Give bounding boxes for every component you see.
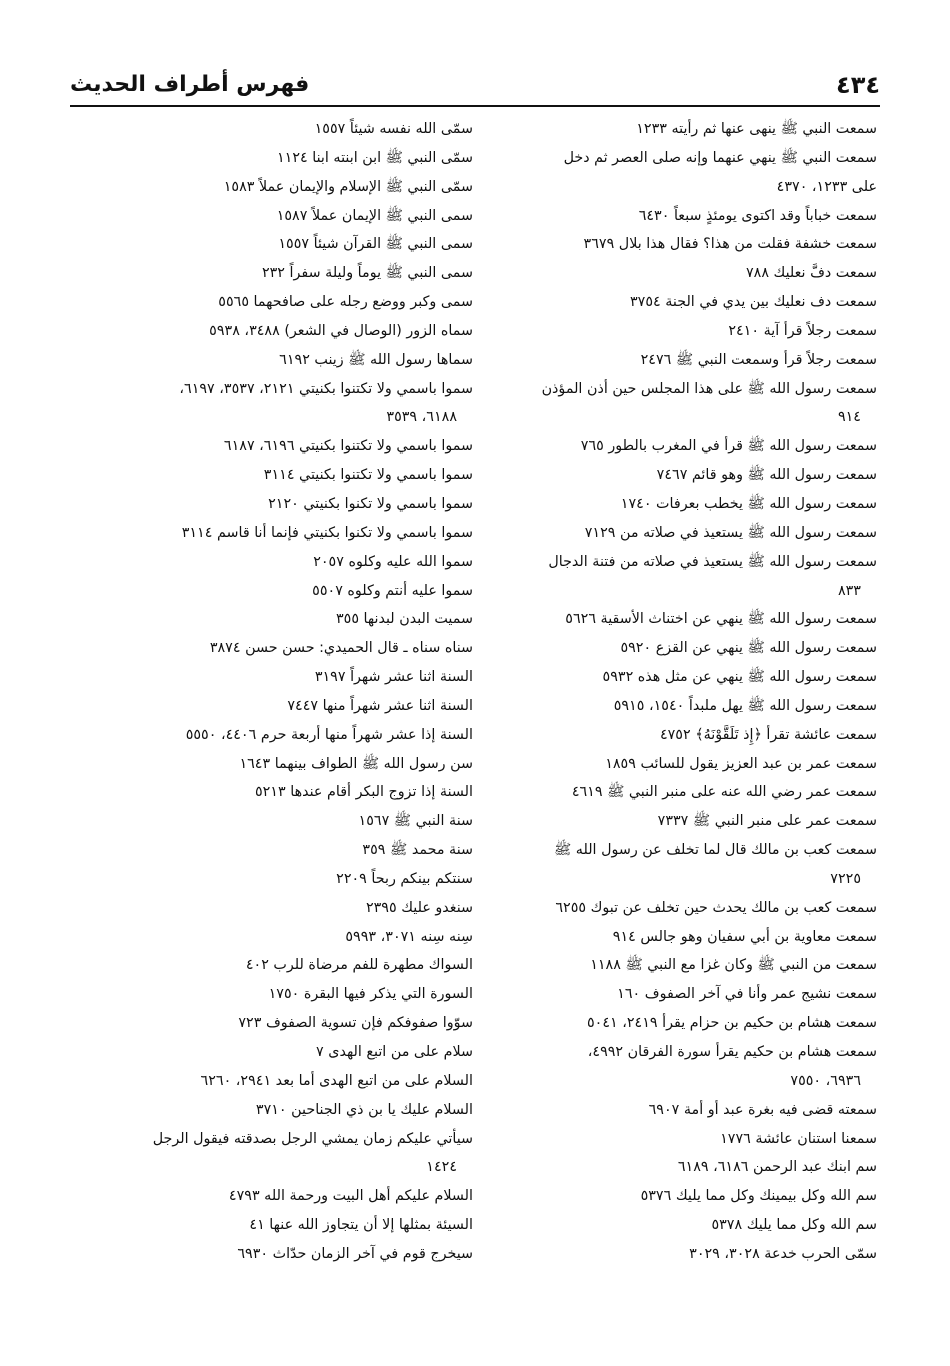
index-entry: ٧٢٢٥ [830, 870, 861, 887]
index-entry: ٩١٤ [837, 409, 861, 426]
index-entry: سمعته قضى فيه بغرة عبد أو أمة ٦٩٠٧ [648, 1101, 877, 1118]
index-entry: سمعت معاوية بن أبي سفيان وهو جالس ٩١٤ [612, 928, 877, 945]
index-entry: سمعت رسول الله ﷺ ينهي عن القزع ٥٩٢٠ [620, 640, 877, 657]
index-entry: سمعت رسول الله ﷺ وهو قائم ٧٤٦٧ [656, 467, 877, 484]
index-entry: سمعت نشيج عمر وأنا في آخر الصفوف ١٦٠ [617, 986, 877, 1003]
index-entry: السنة إذا عشر شهراً منها أربعة حرم ٤٤٠٦، ٥٥٥٠ [185, 726, 473, 743]
index-entry: سن رسول الله ﷺ الطواف بينهما ١٦٤٣ [239, 755, 473, 772]
index-entry: سموا باسمي ولا تكتنوا بكنيتي ٣١١٤ [263, 467, 473, 484]
page-number: ٤٣٤ [836, 71, 880, 99]
index-entry: سمعت خباباً وقد اكتوى يومئذٍ سبعاً ٦٤٣٠ [638, 207, 877, 224]
index-entry: سمعت رجلاً قرأ آية ٢٤١٠ [728, 322, 877, 339]
index-entry: ٦٩٣٦، ٧٥٥٠ [790, 1072, 861, 1089]
index-entry: سمعت كعب بن مالك يحدث حين تخلف عن تبوك ٦٢٥٥ [555, 899, 877, 916]
page-header [70, 56, 880, 104]
index-entry: سموا الله عليه وكلوه ٢٠٥٧ [313, 553, 473, 570]
index-entry: السورة التي يذكر فيها البقرة ١٧٥٠ [268, 986, 473, 1003]
index-entry: سمعنا استنان عائشة ١٧٧٦ [720, 1130, 877, 1147]
index-entry: سمعت رسول الله ﷺ يستعيذ في صلاته من فتنة الدجال [548, 553, 877, 570]
index-entry: سموا باسمي ولا تكتنوا بكنيتي ٢١٢١، ٣٥٣٧، ٦١٩٧، [179, 380, 473, 397]
index-entry: سمّى الله نفسه شيئاً ١٥٥٧ [314, 121, 473, 137]
index-entry: سمى النبي ﷺ القرآن شيئاً ١٥٥٧ [278, 236, 473, 253]
index-entry: ٨٣٣ [837, 582, 861, 599]
index-entry: سنغدو عليك ٢٣٩٥ [365, 899, 473, 916]
index-entry: سمعت رسول الله ﷺ يهل ملبداً ١٥٤٠، ٥٩١٥ [613, 697, 877, 714]
index-column-left [75, 115, 473, 1269]
index-entry: سمعت دف نعليك بين يدي في الجنة ٣٧٥٤ [629, 294, 877, 311]
index-entry: سمى النبي ﷺ الإيمان عملاً ١٥٨٧ [276, 207, 473, 224]
index-entry: السواك مطهرة للفم مرضاة للرب ٤٠٢ [245, 957, 473, 974]
index-entry: سيخرج قوم في آخر الزمان حدّاث ٦٩٣٠ [237, 1245, 473, 1262]
index-entry: سمعت هشام بن حكيم بن حزام يقرأ ٢٤١٩، ٥٠٤١ [586, 1015, 877, 1032]
index-entry: سمعت عائشة تقرأ ﴿إِذ تَلَقَّوْنَهُ﴾ ٤٧٥٢ [659, 726, 877, 743]
index-entry: سمعت رسول الله ﷺ يخطب بعرفات ١٧٤٠ [620, 495, 877, 512]
index-column-right [485, 115, 877, 1269]
page-title: فهرس أطراف الحديث [70, 72, 310, 97]
index-entry: سموا باسمي ولا تكنوا بكنيتي ٢١٢٠ [268, 495, 473, 512]
index-entry: سلام على من اتبع الهدى ٧ [316, 1044, 473, 1060]
index-entry: سمعت دفَّ نعليك ٧٨٨ [745, 265, 877, 282]
index-entry: سمعت هشام بن حكيم يقرأ سورة الفرقان ٤٩٩٢، [587, 1044, 877, 1060]
index-entry: سم ابنك عبد الرحمن ٦١٨٦، ٦١٨٩ [677, 1159, 877, 1176]
index-entry: السنة إذا تزوج البكر أقام عندها ٥٢١٣ [254, 784, 473, 801]
index-entry: سموا باسمي ولا تكنوا بكنيتي فإنما أنا قاسم ٣١١٤ [181, 524, 473, 541]
index-entry: سنة النبي ﷺ ١٥٦٧ [358, 813, 473, 830]
index-entry: سماها رسول الله ﷺ زينب ٦١٩٢ [279, 351, 473, 368]
index-entry: سيأتي عليكم زمان يمشي الرجل بصدقته فيقول الرجل [152, 1130, 473, 1147]
index-entry: سم الله وكل بيمينك وكل مما يليك ٥٣٧٦ [640, 1188, 877, 1205]
index-entry: السلام عليك يا بن ذي الجناحين ٣٧١٠ [255, 1101, 473, 1118]
index-entry: السيئة بمثلها إلا أن يتجاوز الله عنها ٤١ [249, 1217, 473, 1234]
index-entry: سميت البدن لبدنها ٣٥٥ [335, 611, 473, 628]
index-entry: السلام عليكم أهل البيت ورحمة الله ٤٧٩٣ [228, 1188, 473, 1205]
index-entry: سمعت النبي ﷺ ينهى عنها ثم رأيته ١٢٣٣ [636, 121, 877, 137]
index-entry: سمعت رسول الله ﷺ ينهي عن مثل هذه ٥٩٣٢ [602, 669, 877, 686]
index-entry: على ١٢٣٣، ٤٣٧٠ [776, 178, 877, 195]
index-entry: سمعت من النبي ﷺ وكان غزا مع النبي ﷺ ١١٨٨ [590, 957, 877, 974]
index-entry: سمى وكبر ووضع رجله على صافحهما ٥٥٦٥ [218, 294, 473, 311]
index-entry: سناه سناه ـ قال الحميدي: حسن حسن ٣٨٧٤ [209, 640, 473, 657]
index-entry: سمعت كعب بن مالك قال لما تخلف عن رسول الله ﷺ [553, 842, 877, 859]
index-entry: سموا عليه أنتم وكلوه ٥٥٠٧ [312, 582, 473, 599]
index-entry: سمعت عمر بن عبد العزيز يقول للسائب ١٨٥٩ [605, 755, 877, 772]
index-entry: سِنه سِنه ٣٠٧١، ٥٩٩٣ [345, 928, 473, 945]
index-entry: سمّى النبي ﷺ الإسلام والإيمان عملاً ١٥٨٣ [223, 178, 473, 195]
index-entry: سمعت النبي ﷺ ينهي عنهما وإنه صلى العصر ثم دخل [563, 149, 877, 166]
header-divider [70, 105, 880, 107]
index-entry: ١٤٢٤ [426, 1159, 457, 1176]
index-entry: سمعت خشفة فقلت من هذا؟ فقال هذا بلال ٣٦٧٩ [583, 236, 877, 253]
index-entry: السنة اثنا عشر شهراً ٣١٩٧ [314, 669, 473, 686]
index-entry: سمعت رسول الله ﷺ ينهي عن اختناث الأسقية ٥٦٢٦ [565, 611, 877, 628]
index-entry: سمّى النبي ﷺ ابن ابنته ابنا ١١٢٤ [277, 149, 473, 166]
index-entry: سمّى الحرب خدعة ٣٠٢٨، ٣٠٢٩ [689, 1245, 877, 1262]
index-entry: السلام على من اتبع الهدى أما بعد ٢٩٤١، ٦٢٦٠ [200, 1072, 473, 1089]
index-entry: سماه الزور (الوصال في الشعر) ٣٤٨٨، ٥٩٣٨ [209, 322, 473, 339]
index-entry: سمعت رسول الله ﷺ على هذا المجلس حين أذن المؤذن [541, 380, 877, 397]
index-entry: سمى النبي ﷺ يوماً وليلة سفراً ٢٣٢ [261, 265, 473, 282]
index-entry: سمعت رسول الله ﷺ قرأ في المغرب بالطور ٧٦٥ [580, 438, 877, 455]
index-entry: سمعت عمر على منبر النبي ﷺ ٧٣٣٧ [657, 813, 877, 830]
index-entry: سمعت عمر رضي الله عنه على منبر النبي ﷺ ٤٦١٩ [571, 784, 877, 801]
index-entry: سموا باسمي ولا تكتنوا بكنيتي ٦١٩٦، ٦١٨٧ [223, 438, 473, 455]
index-entry: سوّوا صفوفكم فإن تسوية الصفوف ٧٢٣ [238, 1015, 473, 1032]
index-entry: سمعت رسول الله ﷺ يستعيذ في صلاته من ٧١٢٩ [584, 524, 877, 541]
index-entry: سم الله وكل مما يليك ٥٣٧٨ [711, 1217, 877, 1234]
index-entry: سمعت رجلاً قرأ وسمعت النبي ﷺ ٢٤٧٦ [640, 351, 877, 368]
index-entry: سنة محمد ﷺ ٣٥٩ [362, 842, 473, 859]
index-entry: السنة اثنا عشر شهراً منها ٧٤٤٧ [287, 697, 473, 714]
index-entry: سنتكم بينكم ربحاً ٢٢٠٩ [336, 870, 473, 887]
index-entry: ٦١٨٨، ٣٥٣٩ [386, 409, 457, 426]
